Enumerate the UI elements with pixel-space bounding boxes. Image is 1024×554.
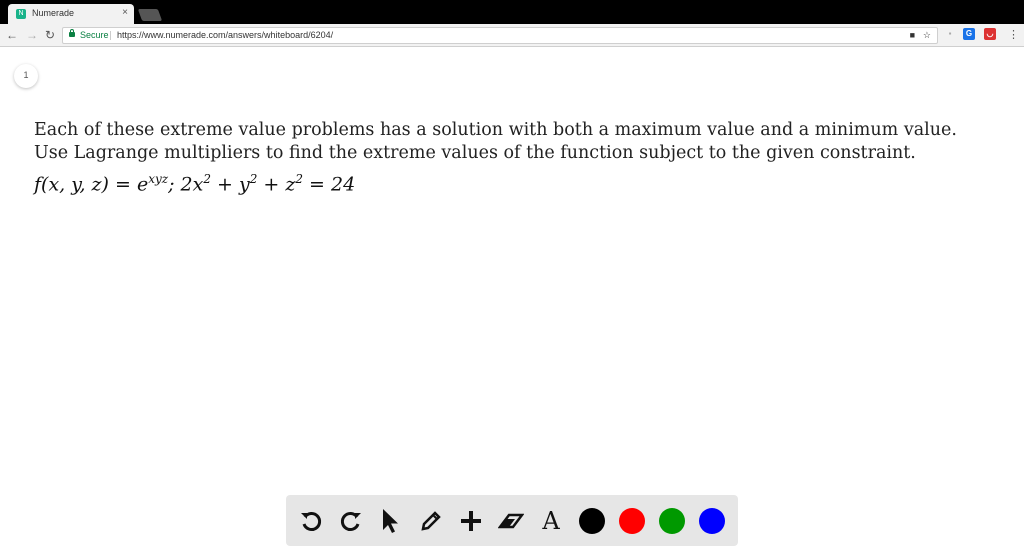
formula-lhs: f(x, y, z) = e [34, 173, 149, 196]
eraser-icon[interactable] [496, 506, 526, 536]
extension-icon[interactable]: ▪ [948, 29, 952, 38]
menu-dots-icon[interactable]: ⋮ [1008, 29, 1019, 41]
formula-square-3: 2 [295, 172, 303, 186]
shield-extension-icon[interactable]: ◡ [984, 28, 996, 40]
browser-toolbar [0, 24, 1024, 47]
formula-part-4: = 24 [303, 173, 356, 196]
browser-tab[interactable] [8, 4, 134, 24]
page-number-badge[interactable]: 1 [14, 64, 38, 88]
undo-icon[interactable] [296, 506, 326, 536]
address-bar[interactable] [62, 27, 938, 44]
math-formula [34, 172, 355, 195]
forward-arrow-icon[interactable]: → [26, 28, 38, 42]
whiteboard-toolbar [286, 495, 738, 546]
back-arrow-icon[interactable]: ← [6, 28, 18, 42]
bookmark-star-icon[interactable]: ☆ [922, 30, 931, 40]
formula-part-2: + y [210, 173, 250, 196]
reload-icon[interactable]: ↻ [45, 28, 56, 42]
plus-icon[interactable] [456, 506, 486, 536]
new-tab-button[interactable] [138, 9, 162, 21]
lock-icon [69, 32, 75, 37]
numerade-favicon-icon: N [16, 9, 26, 19]
address-bar-divider [110, 31, 111, 40]
color-red-swatch[interactable] [619, 508, 645, 534]
redo-icon[interactable] [336, 506, 366, 536]
browser-title-bar [0, 0, 1024, 24]
secure-label: Secure [80, 30, 109, 40]
formula-exponent: xyz [148, 172, 169, 186]
formula-part-1: ; 2x [168, 173, 204, 196]
url-text[interactable]: https://www.numerade.com/answers/whiteboard/6204/ [117, 30, 334, 40]
camera-icon[interactable]: ■ [909, 30, 915, 40]
color-blue-swatch[interactable] [699, 508, 725, 534]
tab-title: Numerade [32, 8, 75, 18]
color-black-swatch[interactable] [579, 508, 605, 534]
formula-square-2: 2 [249, 172, 258, 186]
formula-square-1: 2 [203, 172, 211, 186]
text-tool-icon[interactable]: A [542, 507, 560, 535]
pencil-icon[interactable] [416, 506, 446, 536]
color-green-swatch[interactable] [659, 508, 685, 534]
pointer-cursor-icon[interactable] [376, 506, 406, 536]
formula-part-3: + z [257, 173, 296, 196]
problem-text: Each of these extreme value problems has a solution with both a maximum value and a minimum value. Use Lagrange multipliers to find the extreme values of the function subject to the given constraint. [34, 120, 957, 163]
tab-close-icon[interactable]: × [122, 7, 128, 18]
google-extension-icon[interactable]: G [963, 28, 975, 40]
